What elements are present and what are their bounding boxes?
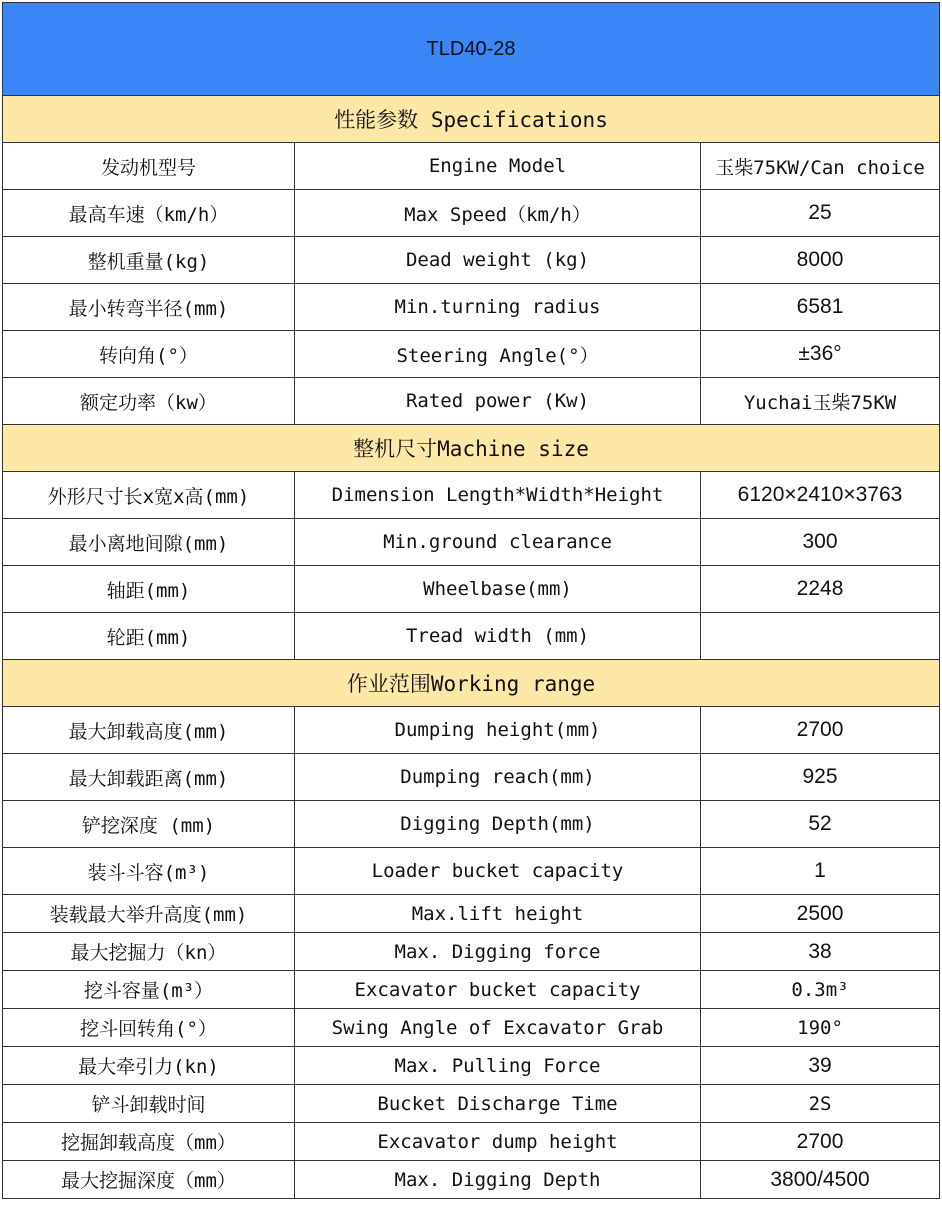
param-en: Steering Angle(°）	[295, 331, 701, 378]
param-en: Max. Digging force	[295, 933, 701, 971]
param-en: Min.turning radius	[295, 284, 701, 331]
table-row	[3, 1123, 940, 1161]
param-cn: 挖斗回转角(°）	[3, 1009, 295, 1047]
param-en: Engine Model	[295, 143, 701, 190]
param-value: 8000	[701, 237, 940, 284]
spec-table	[2, 2, 940, 1199]
param-en: Loader bucket capacity	[295, 848, 701, 895]
param-cn: 轮距(mm)	[3, 613, 295, 660]
section-header-row	[3, 96, 940, 143]
table-row	[3, 566, 940, 613]
param-value: 39	[701, 1047, 940, 1085]
table-row	[3, 284, 940, 331]
table-row	[3, 1161, 940, 1199]
param-cn: 最大挖掘深度（mm）	[3, 1161, 295, 1199]
param-en: Dead weight (kg)	[295, 237, 701, 284]
param-en: Tread width (mm)	[295, 613, 701, 660]
param-cn: 最小转弯半径(mm)	[3, 284, 295, 331]
table-row	[3, 848, 940, 895]
param-value: 925	[701, 754, 940, 801]
param-en: Max Speed（km/h）	[295, 190, 701, 237]
section-heading-machine-size: 整机尺寸Machine size	[3, 425, 940, 472]
param-value: 1	[701, 848, 940, 895]
param-value: 6120×2410×3763	[701, 472, 940, 519]
param-en: Rated power (Kw)	[295, 378, 701, 425]
section-heading-working-range: 作业范围Working range	[3, 660, 940, 707]
table-row	[3, 472, 940, 519]
param-en: Swing Angle of Excavator Grab	[295, 1009, 701, 1047]
param-cn: 最大卸载高度(mm)	[3, 707, 295, 754]
param-cn: 装载最大举升高度(mm)	[3, 895, 295, 933]
table-row	[3, 801, 940, 848]
param-value: 38	[701, 933, 940, 971]
param-cn: 挖斗容量(m³）	[3, 971, 295, 1009]
section-header-row	[3, 660, 940, 707]
param-en: Dumping reach(mm)	[295, 754, 701, 801]
param-value	[701, 613, 940, 660]
param-en: Dimension Length*Width*Height	[295, 472, 701, 519]
param-value: 2500	[701, 895, 940, 933]
param-en: Min.ground clearance	[295, 519, 701, 566]
table-row	[3, 754, 940, 801]
table-row	[3, 190, 940, 237]
param-cn: 外形尺寸长x宽x高(mm)	[3, 472, 295, 519]
param-en: Digging Depth(mm)	[295, 801, 701, 848]
section-heading-specifications: 性能参数 Specifications	[3, 96, 940, 143]
param-cn: 铲斗卸载时间	[3, 1085, 295, 1123]
param-cn: 挖掘卸载高度（mm）	[3, 1123, 295, 1161]
param-value: 300	[701, 519, 940, 566]
table-row	[3, 143, 940, 190]
param-cn: 发动机型号	[3, 143, 295, 190]
param-value: ±36°	[701, 331, 940, 378]
param-value: 190°	[701, 1009, 940, 1047]
param-en: Bucket Discharge Time	[295, 1085, 701, 1123]
table-row	[3, 1047, 940, 1085]
param-cn: 最大挖掘力（kn）	[3, 933, 295, 971]
param-cn: 铲挖深度 (mm)	[3, 801, 295, 848]
param-en: Max. Digging Depth	[295, 1161, 701, 1199]
param-value: 2248	[701, 566, 940, 613]
table-row	[3, 519, 940, 566]
table-row	[3, 331, 940, 378]
param-value: 0.3m³	[701, 971, 940, 1009]
param-cn: 整机重量(kg)	[3, 237, 295, 284]
param-en: Wheelbase(mm)	[295, 566, 701, 613]
param-value: 3800/4500	[701, 1161, 940, 1199]
title-row	[3, 3, 940, 96]
param-value: 玉柴75KW/Can choice	[701, 143, 940, 190]
table-row	[3, 1085, 940, 1123]
param-cn: 最大牵引力(kn)	[3, 1047, 295, 1085]
param-en: Dumping height(mm)	[295, 707, 701, 754]
param-value: 25	[701, 190, 940, 237]
model-title: TLD40-28	[3, 3, 940, 96]
table-row	[3, 933, 940, 971]
param-cn: 最大卸载距离(mm)	[3, 754, 295, 801]
param-cn: 额定功率（kw）	[3, 378, 295, 425]
table-row	[3, 971, 940, 1009]
param-en: Excavator bucket capacity	[295, 971, 701, 1009]
param-value: 2700	[701, 1123, 940, 1161]
param-cn: 转向角(°）	[3, 331, 295, 378]
param-value: 6581	[701, 284, 940, 331]
table-row	[3, 895, 940, 933]
table-row	[3, 378, 940, 425]
param-value: Yuchai玉柴75KW	[701, 378, 940, 425]
section-header-row	[3, 425, 940, 472]
param-en: Excavator dump height	[295, 1123, 701, 1161]
param-en: Max. Pulling Force	[295, 1047, 701, 1085]
param-en: Max.lift height	[295, 895, 701, 933]
param-value: 2S	[701, 1085, 940, 1123]
table-row	[3, 237, 940, 284]
param-value: 2700	[701, 707, 940, 754]
param-cn: 最小离地间隙(mm)	[3, 519, 295, 566]
param-cn: 轴距(mm)	[3, 566, 295, 613]
table-row	[3, 613, 940, 660]
param-value: 52	[701, 801, 940, 848]
param-cn: 装斗斗容(m³)	[3, 848, 295, 895]
param-cn: 最高车速（km/h）	[3, 190, 295, 237]
table-row	[3, 707, 940, 754]
table-row	[3, 1009, 940, 1047]
